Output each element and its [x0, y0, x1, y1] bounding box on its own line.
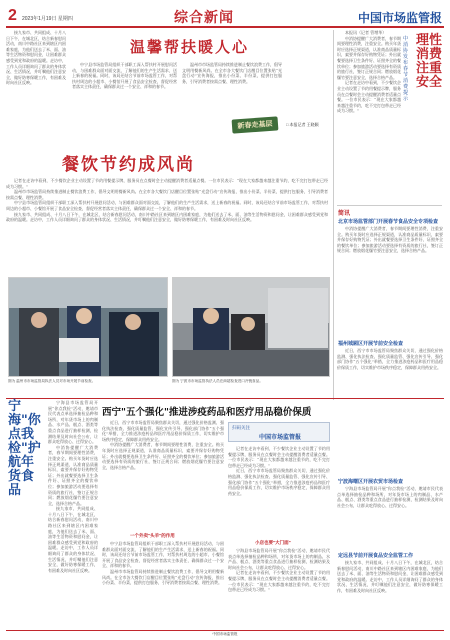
section-divider — [337, 205, 442, 206]
article-text: 中消协提醒广大消费者，春节期间要理性消费，注重安全。购买年货时应选择正规渠道，认准商品质量标识，索要并保存好购物凭证；外出就餐要选择卫生条件好、证照齐全的餐饮单位；参加旅游活动要选择有资质的旅行社，签订正规合同；燃放烟花爆竹要注意安全，选择合格产品。 — [102, 442, 224, 470]
photo-caption-1: 图为 温州市市场监管局执法人员对市场开展节前检查。 — [8, 379, 96, 383]
article-text: 接九家市、共同组成、十月八日下午，在城北区，结合新春慰问活动，南川中路社区来到辖区内困难家庭，为他们送去了米、面、油等生活物资和慰问金，让困难群众感受到党和政府的温暖。走访中，工作人员详细询问了群众的身体状况、生活情况，并叮嘱他们注意安全，做好防寒保暖工作，有困难及时向社区反映。 — [6, 211, 328, 223]
article-column-a — [6, 30, 66, 190]
article-text: 中消协提醒广大消费者，春节期间要理性消费，注重安全。购买年货时应选择正规渠道，认准商品质量标识，索要并保存好购物凭证；外出就餐要选择卫生条件好、证照齐全的餐饮单位；参加旅游活动要选择有资质的旅行社，签订正规合同；燃放烟花爆竹要注意安全，选择合格产品。 — [337, 35, 401, 80]
issue-date: 2023年1月19日 星期四 — [22, 16, 73, 22]
article-text: 记者在走访中看到，不少餐饮企业主动设置了节约用餐提示牌，服务员在点餐时会主动提醒消费者适量点餐。一位市民表示：“现在大家都越来越注重节约，吃不完打包带走已经成为习惯。” — [337, 80, 401, 114]
section-title: 综合新闻 — [174, 9, 234, 25]
feature-headline-2: 餐饮节约成风尚 — [62, 155, 195, 175]
right-vertical-subtitle: 中消协发布春节消费提示 — [403, 36, 409, 102]
news-photo-2 — [172, 277, 330, 377]
brief-headline-2: 福州城厢区开展节前安全检查 — [338, 341, 404, 347]
article-text: 近日，西宁市市场监管局聚焦群众关切，通过强化价格监测、强化执法检查、强化质量监管、强化宣传引导、强化部门协作“五个强化”举措，全力推进涉疫药品和医疗用品稳价保质工作，切实维护市场秩序稳定，保障群众用药安全。 — [337, 348, 443, 370]
bottom-section-divider — [6, 398, 444, 399]
article-text: 温州市市场监管局持续推进制止餐饮浪费工作，倡导文明用餐新风尚。在全市各大餐饮门店醒目位置张贴“光盘行动”宣传海报，推出小份菜、半份菜，提供打包服务，引导消费者按需点餐、理性消费。 — [182, 62, 282, 84]
brief-headline-4: 定远县节前开展食品安全监管工作 — [338, 553, 414, 559]
page-number: 2 — [8, 7, 17, 24]
brief-text-1 — [337, 226, 443, 276]
xining-article-a — [102, 420, 224, 530]
article-text: 近日，西宁市市场监管局聚焦群众关切，通过强化价格监测、强化执法检查、强化质量监管、强化宣传引导、强化部门协作“五个强化”举措，全力推进涉疫药品和医疗用品稳价保质工作，切实维护市场秩序稳定，保障群众用药安全。 — [102, 420, 224, 442]
brief-text-2 — [337, 348, 443, 396]
xining-article-b — [228, 446, 330, 536]
promo-heading: 扫码关注 — [232, 425, 250, 430]
article-text: 接九家市、共同组成、十月八日下午，在城北区，结合新春慰问活动，南川中路社区来到辖区内困难家庭，为他们送去了米、面、油等生活物资和慰问金，让困难群众感受到党和政府的温暖。走访中，工作人员详细询问了群众的身体状况、生活情况，并叮嘱他们注意安全，做好防寒保暖工作，有困难及时向社区反映。 — [6, 30, 66, 86]
notice-label: 简讯 — [338, 211, 351, 217]
market-check-photo-image — [173, 278, 330, 377]
article-column-d — [6, 178, 328, 272]
subhead-1: 一个外卖"头羊"的作用 — [130, 533, 175, 538]
photo-caption-2: 图为 宁波市市场监管执法人员在商超检查进口冷链食品。 — [172, 379, 263, 383]
article-text: 中消协提醒广大消费者，春节期间要理性消费，注重安全。购买年货时应选择正规渠道，认准商品质量标识，索要并保存好购物凭证；外出就餐要选择卫生条件好、证照齐全的餐饮单位；参加旅游活动要选择有资质的旅行社，签订正规合同；燃放烟花爆竹要注意安全，选择合格产品。 — [48, 444, 98, 506]
article-text: 中宁县市场监管局组织干部职工深入帮扶村开展慰问活动，与困难群众面对面交流，了解他们的生产生活需求，送上新春的祝福。同时，该局还结合节前市场监管工作，对帮扶村周边的小超市、小餐馆开展了食品安全检查，督促经营者落实主体责任，确保群众过一个安全、祥和的春节。 — [102, 541, 224, 569]
subhead-2: 小店也要"大门面" — [255, 540, 291, 545]
article-text: 中宁县市场监管局组织干部职工深入帮扶村开展慰问活动，与困难群众面对面交流，了解他们的生产生活需求，送上新春的祝福。同时，该局还结合节前市场监管工作，对帮扶村周边的小超市、小餐馆开展了食品安全检查，督促经营者落实主体责任，确保群众过一个安全、祥和的春节。 — [72, 62, 177, 90]
article-text: 温州市市场监管局持续推进制止餐饮浪费工作，倡导文明用餐新风尚。在全市各大餐饮门店醒目位置张贴“光盘行动”宣传海报，推出小份菜、半份菜，提供打包服务，引导消费者按需点餐、理性消费。 — [102, 568, 224, 586]
article-column-c — [182, 62, 282, 112]
xining-article-d — [228, 548, 330, 625]
article-text: 中消协提醒广大消费者，春节期间要理性消费，注重安全。购买年货时应选择正规渠道，认准商品质量标识，索要并保存好购物凭证；外出就餐要选择卫生条件好、证照齐全的餐饮单位；参加旅游活动要选择有资质的旅行社，签订正规合同；燃放烟花爆竹要注意安全，选择合格产品。 — [337, 226, 443, 254]
article-text: 宁海县市场监管局开展“你点我检”活动，邀请市民代表点单选择抽检品种和场所，对年货市场上的肉制品、水产品、糕点、酒类等重点食品进行抽样检测，检测结果及时向社会公布，让群众吃得放心、过得安心。 — [337, 486, 443, 508]
qr-promo-box — [228, 422, 330, 442]
article-text: 接九家市、共同组成、十月八日下午，在城北区，结合新春慰问活动，南川中路社区来到辖区内困难家庭，为他们送去了米、面、油等生活物资和慰问金，让困难群众感受到党和政府的温暖。走访中，工作人员详细询问了群众的身体状况、生活情况，并叮嘱他们注意安全，做好防寒保暖工作，有困难及时向社区反映。 — [337, 560, 443, 593]
feature-stamp: 新春走基层 — [232, 116, 279, 133]
article-text: 接九家市、共同组成、十月八日下午，在城北区，结合新春慰问活动，南川中路社区来到辖区内困难家庭，为他们送去了米、面、油等生活物资和慰问金，让困难群众感受到党和政府的温暖。走访中，工作人员详细询问了群众的身体状况、生活情况，并叮嘱他们注意安全，做好防寒保暖工作，有困难及时向社区反映。 — [48, 506, 98, 573]
news-photo-1 — [8, 277, 168, 377]
article-text: 中宁县市场监管局组织干部职工深入帮扶村开展慰问活动，与困难群众面对面交流，了解他们的生产生活需求，送上新春的祝福。同时，该局还结合节前市场监管工作，对帮扶村周边的小超市、小餐馆开展了食品安全检查，督促经营者落实主体责任，确保群众过一个安全、祥和的春节。 — [6, 200, 328, 211]
inspection-photo-image — [9, 278, 168, 377]
right-column-text — [337, 30, 401, 204]
page-footer — [6, 630, 444, 637]
brief-text-4 — [337, 560, 443, 622]
article-text: 记者在走访中看到，不少餐饮企业主动设置了节约用餐提示牌，服务员在点餐时会主动提醒消费者适量点餐。一位市民表示：“现在大家都越来越注重节约，吃不完打包带走已经成为习惯。” — [228, 570, 330, 593]
paper-name: 中国市场监管报 — [357, 11, 442, 25]
promo-paper-name: 中国市场监管报 — [259, 435, 302, 441]
feature-byline: □ 本报记者 王晓颖 — [286, 122, 319, 127]
brief-headline-1: 北京市场监管部门开展春节食品安全专项检查 — [338, 219, 439, 225]
feature-headline-1: 温馨帮扶暖人心 — [130, 38, 250, 56]
brief-text-3 — [337, 486, 443, 536]
masthead — [6, 6, 444, 28]
article-text: 宁海县市场监管局开展“你点我检”活动，邀请市民代表点单选择抽检品种和场所，对年货市场上的肉制品、水产品、糕点、酒类等重点食品进行抽样检测，检测结果及时向社会公布，让群众吃得放心、过得安心。 — [48, 400, 98, 445]
bottom-headline: 西宁"五个强化"推进涉疫药品和医疗用品稳价保质 — [102, 407, 312, 418]
xining-article-c — [102, 541, 224, 625]
right-feature-title: 理性消费 注重安全 — [416, 33, 443, 90]
article-text: 宁海县市场监管局开展“你点我检”活动，邀请市民代表点单选择抽检品种和场所，对年货市场上的肉制品、水产品、糕点、酒类等重点食品进行抽样检测，检测结果及时向社会公布，让群众吃得放心、过得安心。 — [228, 548, 330, 570]
ninghai-vertical-title: 宁海"你点我检"护航年货食品 — [8, 399, 41, 498]
right-byline: 本报讯（记者 管增华） — [345, 30, 387, 35]
column-divider — [333, 30, 334, 400]
article-text: 近日，西宁市市场监管局聚焦群众关切，通过强化价格监测、强化执法检查、强化质量监管、强化宣传引导、强化部门协作“五个强化”举措，全力推进涉疫药品和医疗用品稳价保质工作，切实维护市场秩序稳定，保障群众用药安全。 — [228, 468, 330, 496]
article-text: 记者在走访中看到，不少餐饮企业主动设置了节约用餐提示牌，服务员在点餐时会主动提醒消费者适量点餐。一位市民表示：“现在大家都越来越注重节约，吃不完打包带走已经成为习惯。” — [228, 446, 330, 468]
footer-paper-name: 中国市场监管报 — [212, 632, 238, 636]
article-text: 记者在走访中看到，不少餐饮企业主动设置了节约用餐提示牌，服务员在点餐时会主动提醒消费者适量点餐。一位市民表示：“现在大家都越来越注重节约，吃不完打包带走已经成为习惯。” — [6, 178, 328, 189]
article-text: 温州市市场监管局持续推进制止餐饮浪费工作，倡导文明用餐新风尚。在全市各大餐饮门店醒目位置张贴“光盘行动”宣传海报，推出小份菜、半份菜，提供打包服务，引导消费者按需点餐、理性消费。 — [6, 189, 328, 200]
brief-headline-3: 宁波海曙区开展农贸市场检查 — [338, 479, 404, 485]
ninghai-article — [48, 400, 98, 630]
